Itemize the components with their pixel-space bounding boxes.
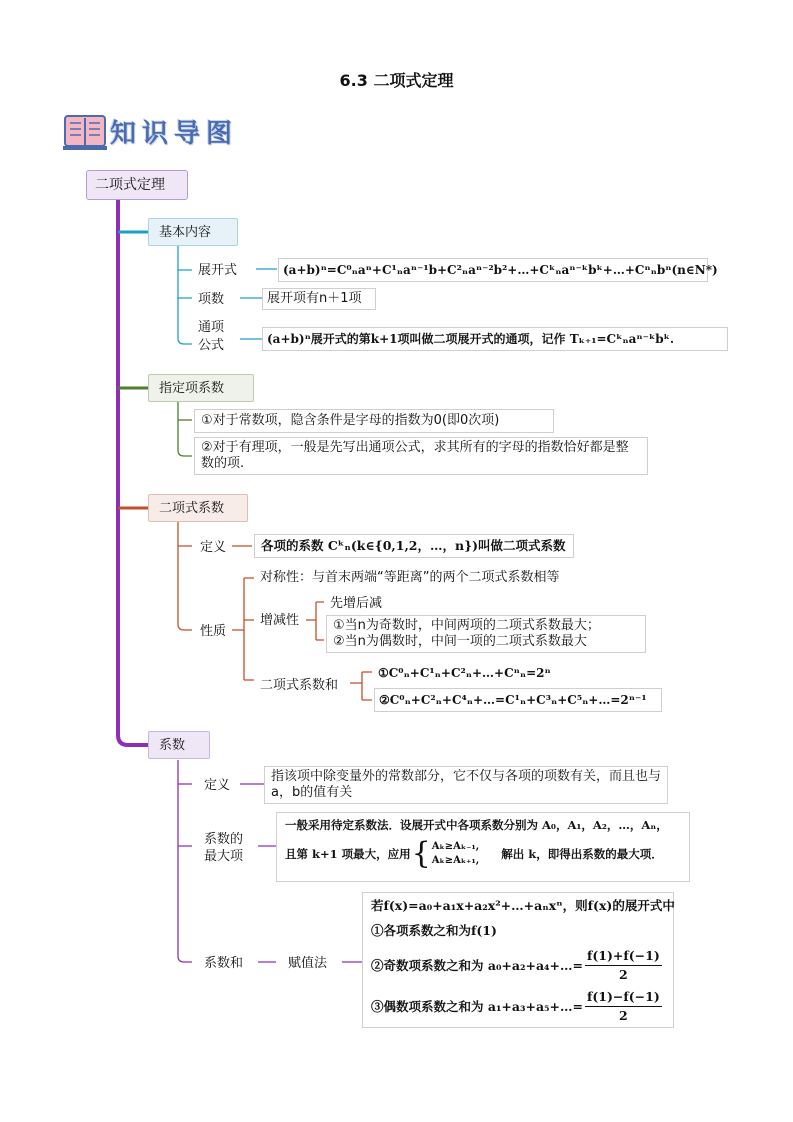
root-node: 二项式定理 (86, 170, 188, 200)
basic-content-node: 基本内容 (148, 218, 238, 246)
even-sum-denominator: 2 (619, 1008, 628, 1023)
assignment-method-box (362, 892, 674, 1028)
specified-item-1: ①对于常数项，隐含条件是字母的指数为0(即0次项) (194, 409, 554, 433)
general-term-text: (a+b)ⁿ展开式的第k+1项叫做二项展开式的通项，记作 Tₖ₊₁=Cᵏₙaⁿ⁻ᵏbᵏ. (262, 327, 728, 351)
monotonic-odd: ①当n为奇数时，中间两项的二项式系数最大； (333, 618, 600, 633)
coef-def-text: 指该项中除变量外的常数部分，它不仅与各项的项数有关，而且也与a，b的值有关 (264, 766, 668, 804)
odd-sum-denominator: 2 (619, 967, 628, 982)
monotonic-cases (326, 615, 646, 653)
general-term-label-1: 通项 (198, 320, 225, 335)
coef-def-label: 定义 (204, 778, 231, 793)
odd-sum-numerator: f(1)+f(−1) (585, 947, 662, 966)
coef-sum-label: 系数和 (204, 956, 244, 971)
page-title: 6.3 二项式定理 (339, 71, 454, 90)
monotonic-label: 增减性 (260, 613, 300, 628)
binomial-def-label: 定义 (200, 540, 227, 555)
binomial-sum-label: 二项式系数和 (260, 678, 339, 693)
general-term-label-2: 公式 (198, 338, 225, 353)
symmetry-text: 对称性：与首末两端“等距离”的两个二项式系数相等 (260, 570, 560, 585)
odd-sum-fraction (585, 947, 662, 984)
max-cond-2: Aₖ≥Aₖ₊₁, (431, 855, 480, 866)
max-term-box (276, 812, 690, 882)
max-term-line-2a: 且第 k+1 项最大，应用 (285, 847, 411, 861)
term-count-label: 项数 (198, 292, 225, 307)
expansion-formula: (a+b)ⁿ=C⁰ₙaⁿ+C¹ₙaⁿ⁻¹b+C²ₙaⁿ⁻²b²+…+Cᵏₙaⁿ⁻ᵏbᵏ+…+Cⁿₙbⁿ(n∈N*) (278, 258, 708, 282)
method-line-3-text: ③偶数项系数之和为 a₁+a₃+a₅+…= (371, 998, 583, 1014)
even-sum-numerator: f(1)−f(−1) (585, 988, 662, 1007)
max-cond-1: Aₖ≥Aₖ₋₁, (431, 841, 480, 852)
term-count-text: 展开项有n＋1项 (262, 288, 376, 310)
method-line-2-text: ②奇数项系数之和为 a₀+a₂+a₄+…= (371, 957, 583, 973)
banner-title: 知识导图 (110, 119, 239, 149)
binomial-def-text: 各项的系数 Cᵏₙ(k∈{0,1,2，…，n})叫做二项式系数 (254, 534, 574, 558)
coef-node: 系数 (148, 731, 210, 759)
binomial-coef-node: 二项式系数 (148, 494, 248, 522)
specified-coef-node: 指定项系数 (148, 374, 254, 402)
property-label: 性质 (200, 624, 227, 639)
max-term-line-1: 一般采用待定系数法．设展开式中各项系数分别为 A₀，A₁，A₂，…，Aₙ， (285, 818, 668, 832)
binomial-sum-1: ①C⁰ₙ+C¹ₙ+C²ₙ+…+Cⁿₙ=2ⁿ (378, 666, 551, 680)
max-term-label-1: 系数的 (204, 832, 244, 847)
brace-icon: { (411, 836, 431, 871)
max-term-line-2b: 解出 k，即得出系数的最大项． (501, 847, 663, 861)
even-sum-fraction (585, 988, 662, 1025)
assignment-method-label: 赋值法 (288, 956, 328, 971)
method-line-0: 若f(x)=a₀+a₁x+a₂x²+…+aₙxⁿ，则f(x)的展开式中 (371, 898, 675, 913)
method-line-1: ①各项系数之和为f(1) (371, 923, 497, 938)
method-line-3 (371, 988, 665, 1025)
monotonic-first: 先增后减 (330, 596, 383, 611)
max-term-line-2 (285, 836, 681, 871)
expansion-label: 展开式 (198, 263, 238, 278)
binomial-sum-2: ②C⁰ₙ+C²ₙ+C⁴ₙ+…=C¹ₙ+C³ₙ+C⁵ₙ+…=2ⁿ⁻¹ (374, 688, 662, 712)
method-line-2 (371, 947, 665, 984)
specified-item-2: ②对于有理项，一般是先写出通项公式，求其所有的字母的指数恰好都是整数的项. (194, 437, 648, 475)
max-term-label-2: 最大项 (204, 849, 244, 864)
monotonic-even: ②当n为偶数时，中间一项的二项式系数最大 (333, 634, 587, 649)
